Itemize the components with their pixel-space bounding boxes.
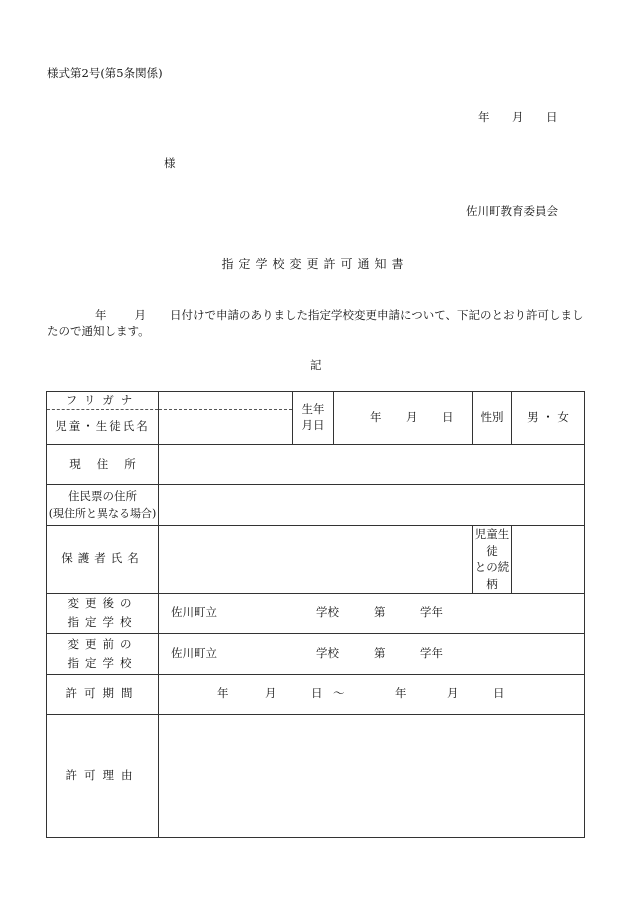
after-school-value[interactable] (159, 593, 585, 633)
date-year: 年 (478, 110, 490, 124)
resident-address-label-1: 住民票の住所 (68, 489, 137, 503)
birthdate-value-cell[interactable] (334, 392, 473, 445)
relation-label-2: との続柄 (474, 560, 510, 592)
period-label: 許可期間 (47, 674, 159, 714)
gender-options[interactable]: 男 ・ 女 (512, 392, 585, 445)
body-month: 月 (134, 308, 146, 322)
after-label-2: 指定学校 (67, 615, 138, 630)
body-year: 年 (95, 308, 107, 322)
birth-year: 年 (370, 410, 382, 425)
period-to-day: 日 (493, 686, 505, 701)
recipient-suffix: 様 (164, 156, 176, 170)
birthdate-label-2: 月日 (301, 418, 325, 432)
resident-address-label-cell (47, 485, 159, 526)
guardian-input[interactable] (159, 526, 473, 594)
before-school-label-cell (47, 633, 159, 674)
period-tilde: ～ (333, 686, 345, 701)
body-text-line-2: たので通知します。 (47, 324, 150, 338)
issuer: 佐川町教育委員会 (466, 204, 558, 218)
form-number: 様式第2号(第5条関係) (47, 66, 163, 80)
date-day: 日 (546, 110, 558, 124)
after-grade-word: 学年 (420, 605, 443, 620)
period-from-year: 年 (217, 686, 229, 701)
relation-label-cell (473, 526, 512, 594)
after-school-word: 学校 (316, 605, 339, 620)
date-month: 月 (512, 110, 524, 124)
body-text-line-1 (95, 307, 584, 323)
period-value[interactable] (159, 674, 585, 714)
before-school-value[interactable] (159, 633, 585, 674)
before-label-1: 変更前の (67, 636, 138, 651)
birth-day: 日 (442, 410, 454, 425)
resident-address-label-2: (現住所と異なる場合) (48, 507, 157, 521)
name-label: 児童・生徒氏名 (55, 419, 150, 433)
guardian-label: 保護者氏名 (47, 526, 159, 594)
period-from-day: 日 (311, 686, 323, 701)
period-to-month: 月 (447, 686, 459, 701)
before-label-2: 指定学校 (67, 655, 138, 670)
resident-address-input[interactable] (159, 485, 585, 526)
before-school-word: 学校 (316, 645, 339, 660)
birthdate-label-cell (293, 392, 334, 445)
after-town: 佐川町立 (171, 605, 217, 620)
address-input[interactable] (159, 445, 585, 485)
relation-label-1: 児童生徒 (474, 527, 510, 558)
address-label: 現住所 (47, 445, 159, 485)
period-from-month: 月 (265, 686, 277, 701)
before-grade-prefix: 第 (374, 645, 386, 660)
document-title: 指定学校変更許可通知書 (221, 257, 409, 271)
form-table (46, 391, 585, 838)
furigana-label: フリガナ (65, 393, 140, 407)
body-rest: 日付けで申請のありました指定学校変更申請について、下記のとおり許可しまし (170, 308, 584, 322)
issue-date (478, 109, 558, 125)
after-school-label-cell (47, 593, 159, 633)
relation-input[interactable] (512, 526, 585, 594)
birthdate-label-1: 生年 (301, 402, 325, 417)
period-to-year: 年 (395, 686, 407, 701)
before-town: 佐川町立 (171, 645, 217, 660)
after-grade-prefix: 第 (374, 605, 386, 620)
reason-label: 許可理由 (47, 714, 159, 837)
ki-heading: 記 (310, 358, 322, 372)
name-input-cell[interactable] (159, 392, 293, 445)
reason-input[interactable] (159, 714, 585, 837)
birth-month: 月 (406, 410, 418, 425)
before-grade-word: 学年 (420, 645, 443, 660)
gender-label-cell: 性別 (473, 392, 512, 445)
after-label-1: 変更後の (67, 596, 138, 611)
name-label-cell (47, 392, 159, 445)
